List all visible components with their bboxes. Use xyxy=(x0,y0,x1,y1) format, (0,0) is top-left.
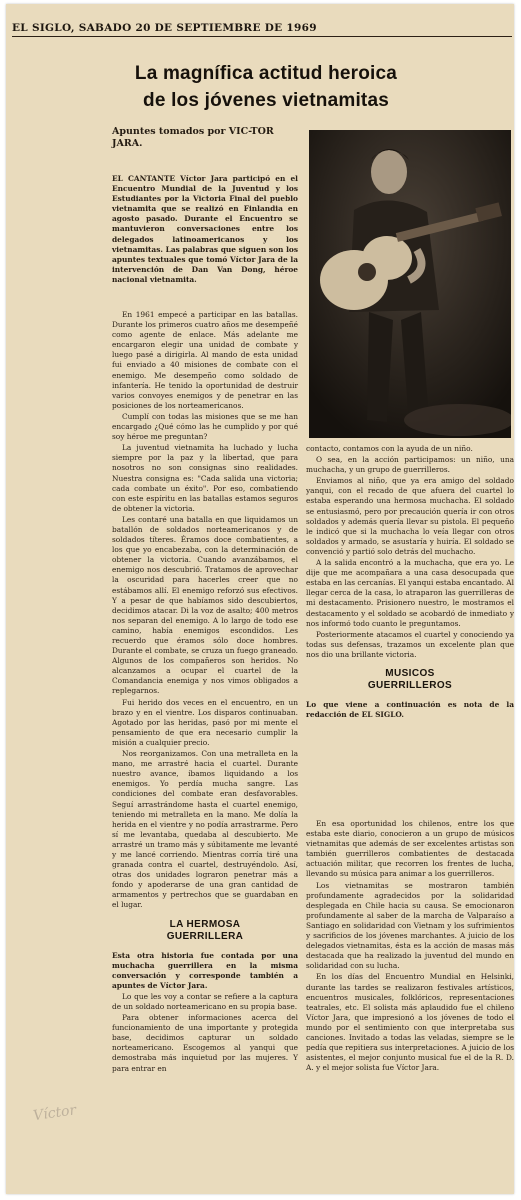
column-2 xyxy=(306,444,514,721)
col2-paragraph: Posteriormente atacamos el cuartel y conociendo ya todas sus defensas, trazamos un excelente plan que nos dio una brillante victoria. xyxy=(306,629,514,659)
headline xyxy=(46,60,486,114)
col2b-paragraph: Los vietnamitas se mostraron también profundamente agradecidos por la solidaridad desplegada en Chile hacia su causa. Se emocionaron profundamente al saber de la marcha de Valparaíso a Santiago en solidaridad con Vietnam y los sufrimientos y sacrificios de los jóvenes marchantes. A juicio de los delegados vietnamitas, ésta es la acción de masas más destacada que ha realizado la juventud del mundo en solidaridad con su lucha. xyxy=(306,880,514,971)
col1-end-paragraph: Para obtener informaciones acerca del funcionamiento de una importante y protegida base, decidimos capturar un soldado norteamericano. Escogemos al yanqui que demostraba más inquietud por las mujeres. Y para entrar en xyxy=(112,1013,298,1073)
subhead-line-1: MUSICOS xyxy=(385,667,435,679)
figure-head xyxy=(371,150,407,194)
col1-paragraph: Nos reorganizamos. Con una metralleta en la mano, me arrastré hacia el cuartel. Durante nuestro avance, íbamos liquidando a los enemigos. Yo perdía mucha sangre. Las condiciones del combate eran desfavorables. Seguí arrastrándome hasta el cuartel enemigo, teniendo mi metralleta en la mano. Me dolía la herida en el vientre y no podía arrastrarme. Pero sí me levantaba, quedaba al descubierto. Me arrastré un tramo más y súbitamente me levanté y me lancé corriendo. Mientras corría tiré una granada contra el cuartel, destruyéndolo. Así, otras dos unidades lograron penetrar más a fondo y apoderarse de una gran cantidad de armamentos y pertrechos que se guardaban en el lugar. xyxy=(112,749,298,910)
subhead-line-2: GUERRILLEROS xyxy=(367,679,453,691)
photo-victor-jara-guitar xyxy=(309,130,511,438)
col2b-paragraph: En los días del Encuentro Mundial en Helsinki, durante las tardes se realizaron festivales artísticos, encuentros musicales, folklóricos, representaciones teatrales, etc. El solista más aplaudido fue el chileno Víctor Jara, que impresionó a los jóvenes de todo el mundo por el sentimiento con que interpretaba sus canciones. Invitado a todas las veladas, siempre se le pedía que repitiera sus interpretaciones. A juicio de los asistentes, el mejor conjunto musical fue el de la R. D. A. y el mejor solista fue Víctor Jara. xyxy=(306,972,514,1073)
photo-illustration xyxy=(309,130,511,438)
col2-paragraph: contacto, contamos con la ayuda de un niño. xyxy=(306,444,473,453)
subhead-musicos-guerrilleros xyxy=(306,668,514,692)
col1-paragraph: En 1961 empecé a participar en las batallas. Durante los primeros cuatro años me desempeñé como agente de enlace. Más adelante me encargaron elegir una unidad de combate y luego pasé a dirigirla. Al mando de esta unidad fui enviado a 40 misiones de combate con el enemigo. Me desempeño como soldado de infantería. He tenido la oportunidad de destruir varios convoyes enemigos y de penetrar en las posiciones de los norteamericanos. xyxy=(112,310,298,410)
newspaper-clipping xyxy=(6,4,514,1194)
subhead-line-2: GUERRILLERA xyxy=(166,930,244,942)
watermark-signature: Víctor xyxy=(32,1102,78,1125)
guerrillera-intro: Esta otra historia fue contada por una muchacha guerrillera en la misma conversación y corresponde también a apuntes de Víctor Jara. xyxy=(112,950,298,990)
col2b-paragraph: En esa oportunidad los chilenos, entre los que estaba este diario, conocieron a un grupo de músicos vietnamitas que además de ser excelentes artistas son también guerrilleros combatientes de destacada actuación militar, que recorren los frentes de lucha, llevando su música para animar a los guerrilleros. xyxy=(306,819,514,879)
headline-line-2: de los jóvenes vietnamitas xyxy=(143,90,389,111)
musicos-editorial-note: Lo que viene a continuación es nota de la redacción de EL SIGLO. xyxy=(306,699,514,720)
col1-paragraph: Fui herido dos veces en el encuentro, en un brazo y en el vientre. Los disparos continuaban. Agotado por las heridas, pasó por mi mente el pensamiento de que era necesario cumplir la misión a cualquier precio. xyxy=(112,697,298,747)
subhead-hermosa-guerrillera xyxy=(112,919,298,943)
intro-block xyxy=(112,174,298,286)
intro-paragraph: EL CANTANTE Víctor Jara participó en el Encuentro Mundial de la Juventud y los Estudiantes por la Victoria Final del pueblo vietnamita que se realizó en Finlandia en agosto pasado. Durante el Encuentro se mantuvieron conversaciones entre los delegados latinoamericanos y los vietnamitas. Las palabras que siguen son los apuntes textuales que tomó Víctor Jara de la intervención de Dan Van Dong, héroe nacional vietnamita. xyxy=(112,174,298,284)
col1-paragraph: Cumplí con todas las misiones que se me han encargado ¿Qué cómo las he cumplido y por qué soy héroe me preguntan? xyxy=(112,411,298,442)
col1-end-paragraph: Lo que les voy a contar se refiere a la captura de un soldado norteamericano en su propia base. xyxy=(112,991,298,1011)
headline-line-1: La magnífica actitud heroica xyxy=(134,63,398,84)
column-2-bottom xyxy=(306,819,514,1074)
byline: Apuntes tomados por VIC-TOR JARA. xyxy=(112,126,274,149)
column-1 xyxy=(112,310,298,1075)
col2-paragraph: O sea, en la acción participamos: un niño, una muchacha, y un grupo de guerrilleros. xyxy=(306,455,514,475)
col2-paragraph: A la salida encontró a la muchacha, que era yo. Le dije que me acompañara a una casa desocupada que estaba en las cercanías. El yanqui estaba encantado. Al llegar cerca de la casa, lo atraparon las guerrilleras de mi destacamento. Prisionero nuestro, le mostramos el destacamento y el soldado se acobardó de inmediato y nos informó todo cuanto le preguntamos. xyxy=(306,558,514,628)
masthead-rule xyxy=(12,36,512,37)
masthead: EL SIGLO, SABADO 20 DE SEPTIEMBRE DE 1969 xyxy=(12,22,317,34)
subhead-line-1: LA HERMOSA xyxy=(169,918,241,930)
col2-paragraph: Enviamos al niño, que ya era amigo del soldado yanqui, con el recado de que afuera del cuartel lo estaba esperando una hermosa muchacha. El soldado se entusiasmó, pero por precaución quería ir con otros soldados y además quería llevar su pistola. El pequeño le indicó que si la muchacha lo veía llegar con otros soldados y armado, se asustaría y huiría. El soldado se convenció y partió solo detrás del muchacho. xyxy=(306,476,514,556)
col1-paragraph: La juventud vietnamita ha luchado y lucha siempre por la paz y la libertad, que para nosotros no son consignas sino realidades. Nuestra consigna es: "Cada salida una victoria; cada combate un éxito". Por eso, combatiendo con este espíritu en las batallas estamos seguros de obtener la victoria. xyxy=(112,443,298,513)
col1-paragraph: Les contaré una batalla en que liquidamos un batallón de soldados norteamericanos y de soldados títeres. Éramos doce combatientes, a los que yo encabezaba, con la determinación de obtener la victoria. Cuando avanzábamos, el enemigo nos descubrió. Tratamos de aprovechar la oscuridad para hacerles creer que no estábamos allí. El enemigo reforzó sus efectivos. Y a pesar de que habíamos sido descubiertos, decidimos atacar. Di la voz de asalto; 400 metros nos separan del enemigo. A lo largo de todo ese camino, había enemigos escondidos. Les recuerdo que éramos sólo doce hombres. Durante el combate, se cruza un fuego graneado. Algunos de los compañeros son heridos. No alcanzamos a ocupar el cuartel de la Comandancia enemiga y nos vimos obligados a replegarnos. xyxy=(112,514,298,696)
